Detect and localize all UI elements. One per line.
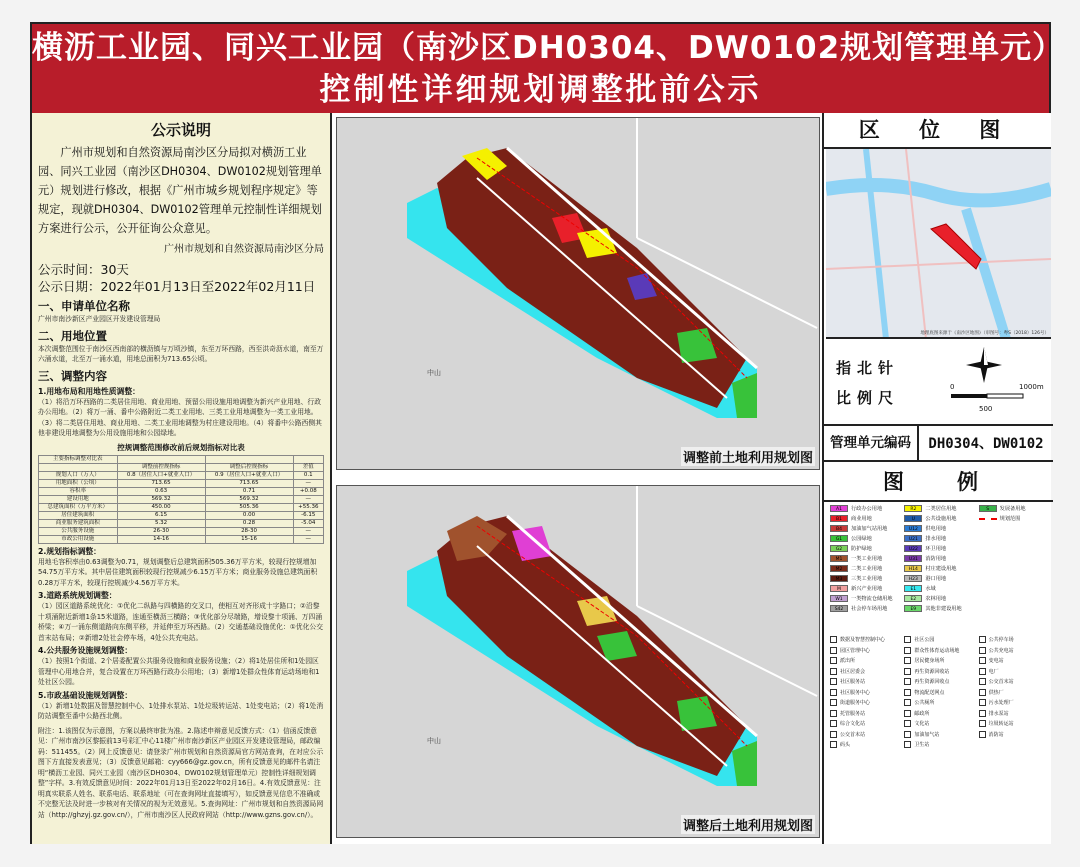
facility-legend-item: [830, 699, 901, 706]
table-cell: 713.65: [205, 479, 293, 487]
legend-item: [979, 555, 1050, 562]
facility-legend-item: [830, 678, 901, 685]
facility-symbol-icon: [904, 657, 911, 664]
facility-label: 公交首末站: [988, 679, 1014, 685]
table-cell: 建设用地: [39, 495, 118, 503]
legend-swatch: U: [904, 515, 922, 522]
table-cell: [205, 455, 293, 463]
facility-symbol-icon: [979, 678, 986, 685]
table-cell: 用地面积（公顷）: [39, 479, 118, 487]
table-cell: [39, 463, 118, 471]
legend-label: 环卫用地: [925, 546, 947, 552]
publicity-dates: 公示日期：2022年01月13日至2022年02月11日: [38, 279, 316, 294]
legend-item: [979, 595, 1050, 602]
facility-symbol-icon: [830, 731, 837, 738]
table-cell: —: [293, 479, 323, 487]
facility-symbol-icon: [830, 636, 837, 643]
map-before: [336, 117, 820, 470]
facility-label: 社区服务中心: [840, 689, 871, 696]
table-cell: 0.8（居住人口+就业人口）: [117, 471, 205, 479]
table-cell: 市政公用设施: [39, 535, 118, 543]
facility-legend-item: [979, 668, 1050, 675]
map-label-zhongshan-2: 中山: [427, 737, 441, 745]
notice-intro: 广州市规划和自然资源局南沙区分局拟对横沥工业园、同兴工业园（南沙区DH0304、DW0102规划管理单元）规划进行修改，根据《广州市城乡规划程序规定》等规定，现就DH0304、DW0102管理单元控制性详细规划方案进行公示，公开征询公众意见。: [38, 146, 322, 235]
legend-swatch: U22: [904, 545, 922, 552]
legend-item: [979, 505, 1050, 512]
table-cell: 总建筑面积（万平方米）: [39, 503, 118, 511]
table-cell: 15-16: [205, 535, 293, 543]
utility-adjust-text: （1）新增1处数据及智慧控制中心、1处排水泵站、1处垃圾转运站、1处变电站；（2）将1处消防站调整至番中公路西北侧。: [38, 701, 324, 720]
table-cell: 0.9（居住人口+就业人口）: [205, 471, 293, 479]
facility-legend-item: [979, 636, 1050, 643]
facility-label: 派出所: [840, 658, 856, 664]
legend-item: [830, 505, 901, 512]
facility-symbol-icon: [979, 647, 986, 654]
legend-label: 村庄建设用地: [925, 566, 957, 572]
facility-symbol-icon: [979, 699, 986, 706]
legend-swatch: W1: [830, 595, 848, 602]
table-cell: 容积率: [39, 487, 118, 495]
footnote: 附注：1.该图仅为示意图，方案以最终审批为准。2.陈述申辩意见反馈方式：（1）信函反馈意见：广州市南沙区黎振前13号彩汇中心11楼广州市南沙新区产业园区开发建设管理局，邮政编码：511455。（2）网上反馈意见：请登录广州市规划和自然资源局官方网站查询，在对应公示图下方直接发表意见；（3）反馈意见邮箱：cyy666@gz.gov.cn，所有反馈意见的邮件名请注明“横沥工业园、同兴工业园（南沙区DH0304、DW0102规划管理单元）控制性详细规划调整”字样。3.有效反馈意见时间：2022年01月13日至2022年02月16日。4.有效反馈意见：注明真实联系人姓名、联系电话、联系地址（可在查询网址直接填写），如反馈意见信息不准确或不完整无法及时进一步核对有关情况的视为无效意见。5.查询网址：广州市规划和自然资源局网站（http://ghzyj.gz.gov.cn/），广州市南沙区人民政府网站（http://www.gzns.gov.cn/）。: [38, 726, 324, 819]
legend-swatch: R2: [904, 505, 922, 512]
legend-swatch: E2: [904, 595, 922, 602]
legend-item: [979, 575, 1050, 582]
table-row: [39, 463, 324, 471]
legend-item: [904, 555, 975, 562]
title-line1: 横沥工业园、同兴工业园（南沙区DH0304、DW0102规划管理单元）: [32, 30, 1065, 66]
facility-symbol-icon: [979, 710, 986, 717]
section-applicant-title: 一、申请单位名称: [38, 299, 130, 313]
legend-label: 新兴产业用地: [851, 586, 883, 592]
facility-legend-item: [904, 689, 975, 696]
facility-label: 托管服务站: [840, 710, 866, 717]
table-row: [39, 535, 324, 543]
legend-item: [830, 595, 901, 602]
map-after-graphic: [337, 486, 820, 838]
facility-label: 群众性体育运动场地: [914, 647, 960, 654]
maps-panel: [332, 113, 822, 844]
table-cell: +55.36: [293, 503, 323, 511]
title-bar: [32, 24, 1065, 113]
table-cell: [293, 455, 323, 463]
table-row: [39, 471, 324, 479]
facility-symbol-icon: [830, 668, 837, 675]
facility-label: 公交首末站: [840, 731, 866, 738]
legend-label: 规划范围: [999, 516, 1021, 522]
location-map-note: 地理底图来源于《南沙区地图》（审图号：粤S（2018）126号）: [920, 331, 1049, 336]
section-location-text: 本次调整范围位于南沙区西南部的横沥镇与万顷沙镇，东至万环西路，西至洪奇沥水道，南至万六涌水道，北至万一涌水道，用地总面积为713.65公顷。: [38, 344, 324, 363]
table-row: [39, 511, 324, 519]
facility-legend-item: [830, 647, 901, 654]
facility-label: 加油加气站: [914, 731, 940, 738]
legend-item: [830, 545, 901, 552]
legend-item: [830, 575, 901, 582]
facility-legend-item: [979, 720, 1050, 727]
facility-label: 电厂: [988, 668, 999, 675]
facility-label: 污水处理厂: [988, 700, 1014, 706]
facility-legend-item: [904, 720, 975, 727]
legend-item: [830, 515, 901, 522]
facility-symbol-icon: [904, 647, 911, 654]
table-row: [39, 527, 324, 535]
facility-label: 社区公园: [914, 637, 935, 643]
facility-label: 再生资源回收点: [914, 679, 950, 685]
facility-symbol-icon: [904, 699, 911, 706]
facility-legend: [830, 636, 1050, 748]
location-heading: 区 位 图: [824, 113, 1051, 149]
facility-legend-item: [904, 741, 975, 748]
facility-legend-item: [904, 731, 975, 738]
facility-legend-item: [904, 647, 975, 654]
facility-label: 垃圾转运站: [988, 721, 1014, 727]
legend-item: [979, 545, 1050, 552]
legend-item: [830, 585, 901, 592]
facility-legend-item: [904, 657, 975, 664]
facility-label: 卫生站: [914, 742, 930, 748]
section-content-title: 三、调整内容: [38, 368, 107, 383]
location-map-graphic: [826, 149, 1051, 339]
facility-legend-item: [830, 741, 901, 748]
legend-item: [830, 525, 901, 532]
table-cell: 713.65: [117, 479, 205, 487]
table-cell: 居住建筑面积: [39, 511, 118, 519]
location-map: [826, 149, 1051, 339]
legend-item: [830, 565, 901, 572]
facility-label: 街道服务中心: [840, 700, 871, 706]
facility-symbol-icon: [904, 741, 911, 748]
legend-item: [904, 585, 975, 592]
facility-symbol-icon: [830, 647, 837, 654]
table-row: [39, 495, 324, 503]
map-before-caption: 调整前土地利用规划图: [681, 447, 815, 466]
map-label-zhongshan: 中山: [427, 369, 441, 377]
scale-bar-icon: [949, 391, 1044, 405]
facility-legend-item: [830, 689, 901, 696]
legend-swatch: E9: [904, 605, 922, 612]
facility-label: 社区居委会: [840, 668, 866, 675]
facility-legend-item: [830, 731, 901, 738]
table-row: [39, 455, 324, 463]
table-cell: [117, 455, 205, 463]
legend-label: 水域: [925, 586, 936, 592]
facility-label: 综合文化站: [840, 721, 866, 727]
legend-label: 行政办公用地: [851, 506, 883, 512]
legend-label: 社会停车场用地: [851, 606, 888, 612]
legend-item: [979, 515, 1050, 522]
legend-item: [979, 535, 1050, 542]
facility-label: 公共充电站: [988, 647, 1014, 654]
legend-swatch: B4: [830, 525, 848, 532]
legend-swatch: [979, 518, 997, 520]
legend-label: 一类工业用地: [851, 556, 883, 562]
legend-swatch: E1: [904, 585, 922, 592]
legend-item: [979, 525, 1050, 532]
table-cell: 差值: [293, 463, 323, 471]
section-location-title: 二、用地位置: [38, 328, 107, 343]
map-before-graphic: [337, 118, 820, 470]
facility-symbol-icon: [979, 731, 986, 738]
table-cell: 505.36: [205, 503, 293, 511]
indicator-adjust-title: 2.规划指标调整：: [38, 546, 101, 556]
landuse-legend: [830, 505, 1050, 612]
publicity-period: 公示时间：30天: [38, 262, 129, 277]
table-cell: 调整后控规指标: [205, 463, 293, 471]
table-cell: 5.32: [117, 519, 205, 527]
table-cell: 28-30: [205, 527, 293, 535]
legend-item: [830, 535, 901, 542]
table-cell: 0.71: [205, 487, 293, 495]
north-arrow-label: 指北针: [836, 359, 900, 377]
facility-symbol-icon: [979, 636, 986, 643]
legend-label: 农林用地: [925, 596, 947, 602]
indicator-adjust-text: 用地毛容积率由0.63调整为0.71，规划调整后总建筑面积505.36万平方米，较现行控规增加54.75万平方米。其中居住建筑面积较现行控规减少6.15万平方米；商业服务设施总建筑面积0.28万平方米，较现行控规减少4.56万平方米。: [38, 557, 318, 587]
legend-swatch: S: [979, 505, 997, 512]
legend-label: 港口用地: [925, 576, 947, 582]
public-service-title: 4.公共服务设施规划调整：: [38, 646, 133, 655]
legend-item: [904, 575, 975, 582]
right-panel: [822, 113, 1051, 844]
table-cell: 主要指标调整对比表: [39, 455, 118, 463]
facility-label: 码头: [840, 742, 851, 748]
facility-symbol-icon: [830, 699, 837, 706]
legend-swatch: U31: [904, 555, 922, 562]
legend-item: [830, 605, 901, 612]
legend-label: 排水用地: [925, 536, 947, 542]
facility-symbol-icon: [979, 689, 986, 696]
scale-0: 0: [950, 383, 955, 391]
facility-label: 再生资源回收站: [914, 668, 950, 675]
table-cell: 6.15: [117, 511, 205, 519]
legend: [830, 505, 1050, 748]
legend-label: 消防用地: [925, 556, 947, 562]
facility-legend-item: [904, 710, 975, 717]
notice-signature: 广州市规划和自然资源局南沙区分局: [164, 244, 324, 255]
facility-legend-item: [830, 657, 901, 664]
facility-label: 公共厕所: [914, 700, 935, 706]
unit-code-row: [824, 426, 1053, 462]
notice-poster: [30, 22, 1065, 844]
table-cell: —: [293, 535, 323, 543]
facility-symbol-icon: [904, 689, 911, 696]
table-cell: 规划人口（万人）: [39, 471, 118, 479]
facility-legend-item: [979, 741, 1050, 748]
legend-label: 发展备用地: [999, 506, 1026, 512]
legend-label: 供电用地: [925, 526, 947, 532]
table-cell: 26-30: [117, 527, 205, 535]
facility-label: 供热厂: [988, 689, 1004, 696]
landuse-adjust-text: （1）将沿万环西路的二类居住用地、商业用地、预留公用设施用地调整为新兴产业用地、行政办公用地。（2）将万一涌、番中公路附近二类工业用地、三类工业用地调整为一类工业用地。（3）将二类居住用地、商业用地、二类工业用地调整为村庄建设用地。（4）将番中公路西侧其他非建设用地调整为公用设施用地和公园绿地。: [38, 397, 322, 437]
utility-adjust-title: 5.市政基础设施规划调整：: [38, 690, 133, 700]
table-cell: 450.00: [117, 503, 205, 511]
facility-label: 消防站: [988, 731, 1004, 738]
facility-label: 社区服务站: [840, 679, 866, 685]
facility-symbol-icon: [904, 710, 911, 717]
legend-swatch: H23: [904, 575, 922, 582]
table-cell: +0.08: [293, 487, 323, 495]
legend-swatch: G2: [830, 545, 848, 552]
facility-symbol-icon: [904, 678, 911, 685]
legend-swatch: U12: [904, 525, 922, 532]
map-after-caption: 调整后土地利用规划图: [681, 815, 815, 834]
legend-label: 二类居住用地: [925, 506, 957, 512]
road-adjust-title: 3.道路系统规划调整：: [38, 591, 117, 600]
legend-label: 防护绿地: [851, 546, 872, 552]
table-cell: 商业服务建筑面积: [39, 519, 118, 527]
facility-label: 园区管理中心: [840, 647, 871, 654]
indicator-table: [38, 455, 324, 544]
facility-label: 邮政所: [914, 710, 930, 717]
north-arrow-icon: [964, 345, 1004, 385]
title-line2: 控制性详细规划调整批前公示: [319, 72, 762, 108]
facility-symbol-icon: [830, 657, 837, 664]
table-cell: 569.32: [117, 495, 205, 503]
legend-swatch: S42: [830, 605, 848, 612]
map-after: [336, 485, 820, 838]
legend-item: [904, 565, 975, 572]
facility-symbol-icon: [979, 720, 986, 727]
facility-legend-item: [979, 678, 1050, 685]
legend-label: 一类物流仓储用地: [851, 596, 893, 602]
facility-legend-item: [830, 710, 901, 717]
facility-symbol-icon: [830, 710, 837, 717]
legend-swatch: U21: [904, 535, 922, 542]
facility-legend-item: [979, 699, 1050, 706]
unit-code-value: DH0304、DW0102: [928, 436, 1044, 452]
facility-label: 物流配送网点: [914, 689, 945, 696]
legend-item: [904, 605, 975, 612]
table-cell: -5.04: [293, 519, 323, 527]
legend-label: 公园绿地: [851, 536, 872, 542]
legend-label: 商业用地: [851, 516, 872, 522]
notice-panel: [32, 113, 332, 844]
legend-label: 三类工业用地: [851, 576, 883, 582]
table-cell: 调整前控规指标: [117, 463, 205, 471]
legend-swatch: M2: [830, 565, 848, 572]
legend-item: [904, 535, 975, 542]
facility-symbol-icon: [904, 731, 911, 738]
facility-legend-item: [904, 636, 975, 643]
unit-code-label: 管理单元编码: [824, 426, 919, 460]
legend-item: [904, 545, 975, 552]
facility-legend-item: [904, 678, 975, 685]
table-cell: 569.32: [205, 495, 293, 503]
notice-heading: 公示说明: [150, 121, 211, 139]
facility-legend-item: [979, 710, 1050, 717]
table-row: [39, 503, 324, 511]
legend-label: 二类工业用地: [851, 566, 883, 572]
legend-item: [979, 605, 1050, 612]
scale-1000: 1000m: [1019, 383, 1044, 391]
legend-swatch: G1: [830, 535, 848, 542]
legend-item: [979, 585, 1050, 592]
legend-item: [904, 505, 975, 512]
table-cell: —: [293, 527, 323, 535]
facility-legend-item: [979, 657, 1050, 664]
section-applicant-text: 广州市南沙新区产业园区开发建设管理局: [38, 315, 161, 323]
table-cell: -6.15: [293, 511, 323, 519]
table-row: [39, 487, 324, 495]
facility-symbol-icon: [830, 678, 837, 685]
legend-swatch: H14: [904, 565, 922, 572]
table-cell: 0.00: [205, 511, 293, 519]
facility-symbol-icon: [830, 689, 837, 696]
facility-symbol-icon: [830, 720, 837, 727]
facility-legend-item: [979, 731, 1050, 738]
legend-swatch: M: [830, 585, 848, 592]
facility-symbol-icon: [904, 720, 911, 727]
legend-label: 加油加气站用地: [851, 526, 888, 532]
table-cell: 0.1: [293, 471, 323, 479]
facility-legend-item: [830, 668, 901, 675]
scale-bar-label: 比例尺: [836, 389, 900, 407]
legend-item: [979, 565, 1050, 572]
facility-symbol-icon: [979, 668, 986, 675]
facility-label: 居民健身场所: [914, 658, 945, 664]
facility-legend-item: [979, 689, 1050, 696]
table-cell: 0.63: [117, 487, 205, 495]
north-scale-box: [824, 341, 1053, 426]
table-row: [39, 479, 324, 487]
legend-swatch: A1: [830, 505, 848, 512]
facility-legend-item: [904, 699, 975, 706]
legend-heading: 图 例: [824, 462, 1053, 502]
legend-swatch: B1: [830, 515, 848, 522]
legend-item: [904, 515, 975, 522]
facility-label: 文化站: [914, 721, 930, 727]
facility-symbol-icon: [904, 636, 911, 643]
legend-swatch: M3: [830, 575, 848, 582]
table-cell: 公共服务设施: [39, 527, 118, 535]
scale-500: 500: [979, 405, 993, 413]
facility-legend-item: [830, 636, 901, 643]
facility-legend-item: [904, 668, 975, 675]
facility-label: 变电站: [988, 658, 1004, 664]
facility-legend-item: [979, 647, 1050, 654]
facility-symbol-icon: [830, 741, 837, 748]
facility-label: 数据及智慧控制中心: [840, 637, 886, 643]
indicator-table-title: 控规调整范围修改前后规划指标对比表: [117, 442, 245, 452]
legend-label: 其他非建设用地: [925, 606, 962, 612]
legend-label: 公共设施用地: [925, 516, 957, 522]
table-row: [39, 519, 324, 527]
road-adjust-text: （1）园区道路系统优化：①优化二纵路与四横路的交叉口，使相互对齐形成十字路口；②沿黎十项涌附近新增1条15米道路，连通至横沥三横路；③优化部分尽端路，增设黎十项涌、万四涌桥梁；④万一涌东侧道路向东侧平移，并延伸至万环西路。（2）交通基础设施优化：①优化公交首末站布局；②新增2处社会停车场，4处公共充电站。: [38, 602, 323, 642]
legend-swatch: M1: [830, 555, 848, 562]
legend-item: [904, 595, 975, 602]
facility-legend-item: [830, 720, 901, 727]
facility-symbol-icon: [979, 657, 986, 664]
facility-label: 公共停车场: [988, 637, 1014, 643]
facility-symbol-icon: [904, 668, 911, 675]
landuse-adjust-title: 1.用地布局和用地性质调整：: [38, 386, 140, 396]
legend-item: [904, 525, 975, 532]
table-cell: 14-16: [117, 535, 205, 543]
public-service-text: （1）按照1个街道、2个居委配置公共服务设施和商业服务设施；（2）将1处居住所和1处园区管理中心用地合并，复合设置在万环西路行政办公用地；（3）新增1处群众性体育运动场地和1处社区公园。: [38, 657, 320, 686]
facility-label: 排水泵站: [988, 710, 1009, 717]
legend-item: [830, 555, 901, 562]
table-cell: 0.28: [205, 519, 293, 527]
table-cell: —: [293, 495, 323, 503]
